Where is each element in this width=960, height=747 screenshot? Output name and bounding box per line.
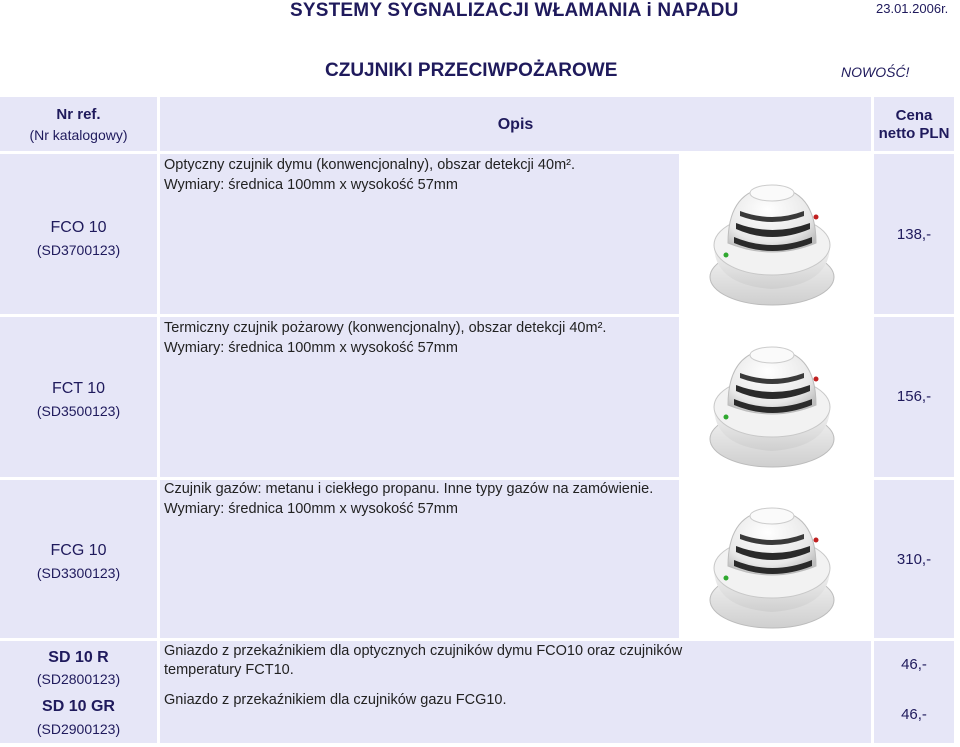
product-price: 310,- [896,551,932,568]
header-ref-label: Nr ref. [56,106,101,123]
product-ref: FCO 10 [50,219,107,236]
product-catalog-number: (SD3700123) [36,242,121,258]
document-header-title: SYSTEMY SYGNALIZACJI WŁAMANIA i NAPADU [290,0,739,21]
header-price-line1: Cena [895,107,933,124]
product-catalog-number: (SD3300123) [36,565,121,581]
product-catalog-number: (SD3500123) [36,403,121,419]
header-ref-cell [0,97,157,151]
product-price: 156,- [896,388,932,405]
base-ref: SD 10 GR [42,698,115,715]
header-ref-sublabel: (Nr katalogowy) [29,127,128,143]
product-ref: FCT 10 [51,380,106,397]
product-ref: FCG 10 [50,542,107,559]
ref-cell [0,154,157,314]
product-dimensions: Wymiary: średnica 100mm x wysokość 57mm [164,177,458,193]
base-catalog-number: (SD2900123) [36,721,121,737]
ref-cell [0,480,157,638]
header-desc-label: Opis [497,116,534,133]
product-dimensions: Wymiary: średnica 100mm x wysokość 57mm [164,340,458,356]
base-price: 46,- [901,656,927,673]
ref-cell [0,317,157,477]
base-description: Gniazdo z przekaźnikiem dla czujników gazu FCG10. [164,692,507,708]
heat-detector-image [706,327,838,469]
document-date: 23.01.2006r. [876,1,949,16]
header-desc-cell [160,97,871,151]
base-description: Gniazdo z przekaźnikiem dla optycznych czujników dymu FCO10 oraz czujników [164,643,683,659]
header-price-cell [874,97,954,151]
base-catalog-number: (SD2800123) [36,671,121,687]
base-description-cont: temperatury FCT10. [164,662,294,678]
header-price-line2: netto PLN [878,125,950,142]
bases-ref-cell [0,641,157,743]
base-ref: SD 10 R [48,649,109,666]
smoke-detector-image [706,165,838,307]
product-price: 138,- [896,226,932,243]
gas-detector-image [706,488,838,630]
product-description: Optyczny czujnik dymu (konwencjonalny), obszar detekcji 40m². [164,157,575,173]
product-description: Termiczny czujnik pożarowy (konwencjonalny), obszar detekcji 40m². [164,320,607,336]
product-dimensions: Wymiary: średnica 100mm x wysokość 57mm [164,501,458,517]
section-title: CZUJNIKI PRZECIWPOŻAROWE [325,60,618,81]
base-price: 46,- [901,706,927,723]
new-badge: NOWOŚĆ! [841,64,910,80]
product-description: Czujnik gazów: metanu i ciekłego propanu. Inne typy gazów na zamówienie. [164,481,654,497]
